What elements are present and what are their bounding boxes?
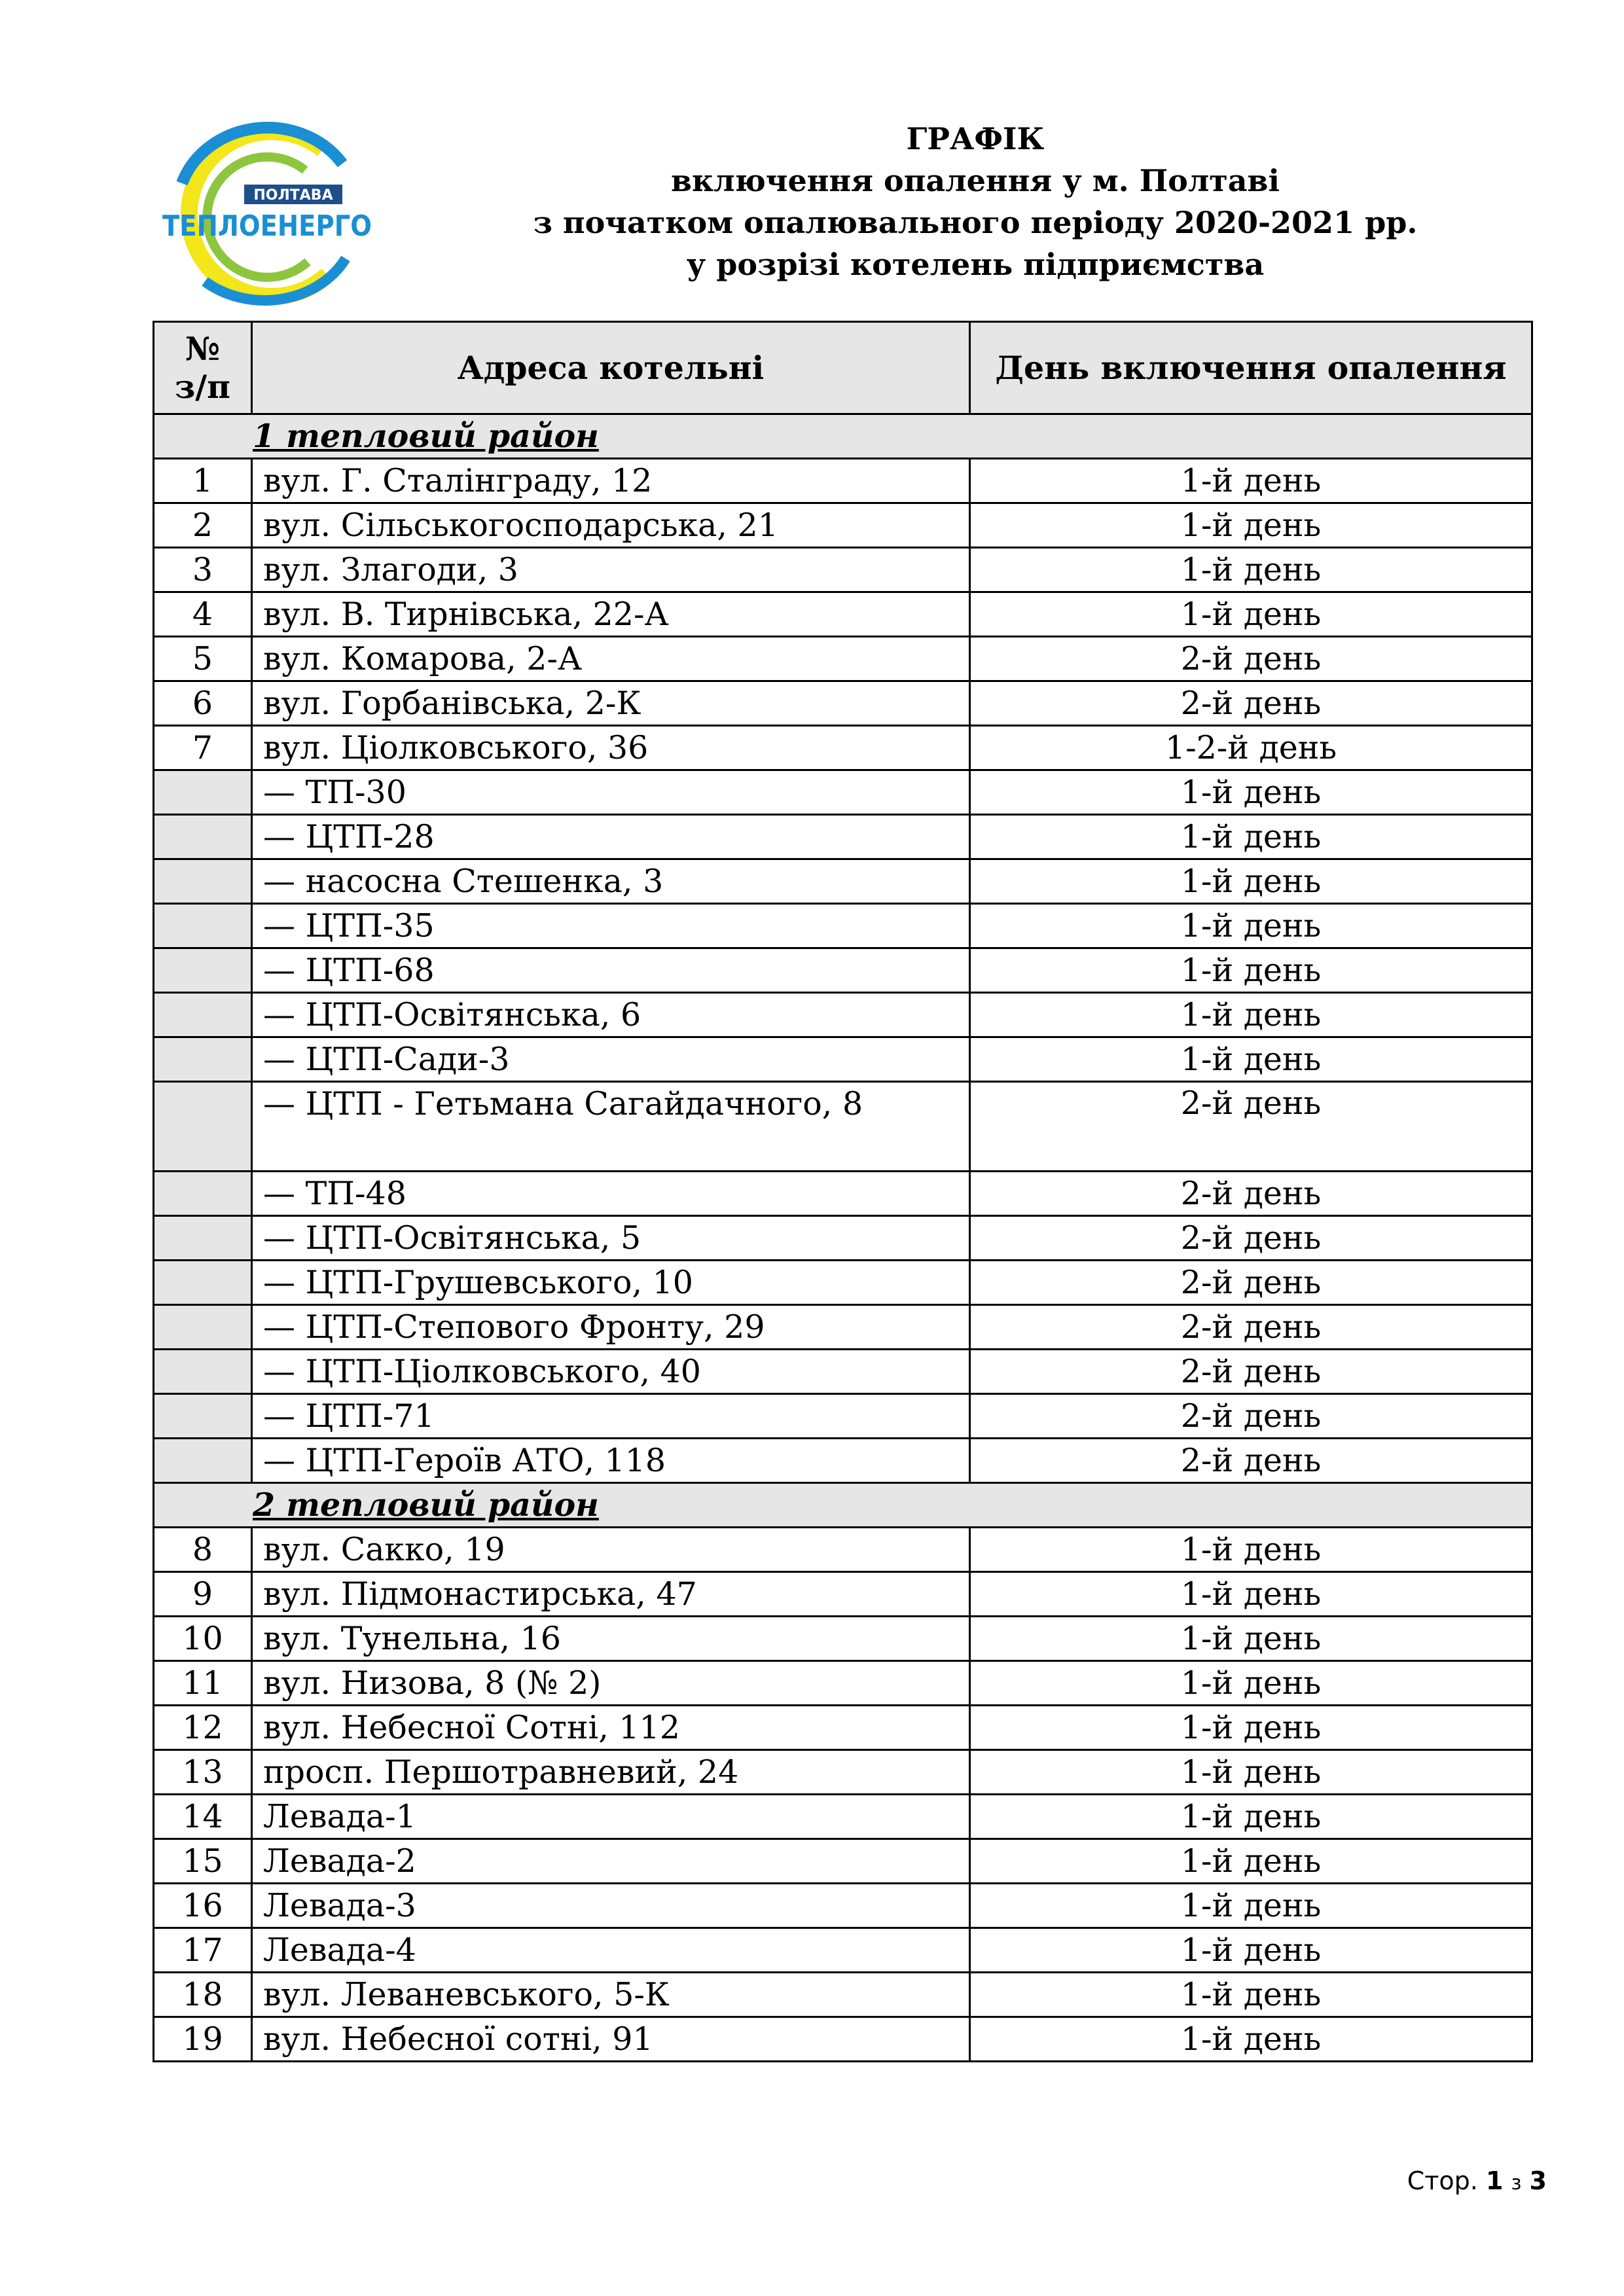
- row-address: — ЦТП-Грушевського, 10: [252, 1261, 970, 1305]
- footer-prefix: Стор.: [1407, 2166, 1478, 2195]
- row-day: 1-й день: [970, 770, 1532, 815]
- row-day: 1-й день: [970, 1973, 1532, 2017]
- table-row: [154, 1261, 1532, 1305]
- row-day: 1-й день: [970, 1795, 1532, 1839]
- row-day: 1-й день: [970, 548, 1532, 592]
- row-day: 2-й день: [970, 1082, 1532, 1172]
- table-row: [154, 948, 1532, 993]
- row-address: — ЦТП-Сади-3: [252, 1037, 970, 1082]
- row-address: вул. Низова, 8 (№ 2): [252, 1661, 970, 1706]
- row-number: 14: [154, 1795, 252, 1839]
- section-title: 2 тепловий район: [253, 1486, 599, 1524]
- row-number: 17: [154, 1928, 252, 1973]
- heating-schedule-table: [153, 321, 1533, 2062]
- row-day: 1-й день: [970, 948, 1532, 993]
- table-row: [154, 1394, 1532, 1439]
- header-number: [154, 322, 252, 414]
- section-title: 1 тепловий район: [253, 417, 599, 455]
- footer-sep: з: [1511, 2172, 1522, 2195]
- row-day: 2-й день: [970, 1350, 1532, 1394]
- row-address: — ЦТП-35: [252, 904, 970, 948]
- row-number: [154, 1305, 252, 1350]
- table-row: [154, 1928, 1532, 1973]
- row-day: 1-й день: [970, 1572, 1532, 1617]
- row-number: 8: [154, 1528, 252, 1572]
- header-number-abbrev: з/п: [174, 368, 231, 406]
- section-cell: [154, 1483, 1532, 1528]
- row-address: вул. Сакко, 19: [252, 1528, 970, 1572]
- row-number: 7: [154, 726, 252, 770]
- row-address: — ЦТП-28: [252, 815, 970, 859]
- row-number: [154, 1350, 252, 1394]
- row-day: 1-й день: [970, 503, 1532, 548]
- table-row: [154, 459, 1532, 503]
- table-header-row: [154, 322, 1532, 414]
- title-line-1: ГРАФІК: [906, 121, 1045, 156]
- row-number: [154, 770, 252, 815]
- logo-top-text: ПОЛТАВА: [253, 187, 333, 204]
- row-day: 1-й день: [970, 815, 1532, 859]
- row-day: 1-й день: [970, 1528, 1532, 1572]
- table-row: [154, 1839, 1532, 1884]
- row-day: 2-й день: [970, 1439, 1532, 1483]
- row-number: [154, 1439, 252, 1483]
- row-address: — ЦТП-Ціолковського, 40: [252, 1350, 970, 1394]
- row-address: — ЦТП-Степового Фронту, 29: [252, 1305, 970, 1350]
- row-number: 2: [154, 503, 252, 548]
- table-row: [154, 904, 1532, 948]
- table-row: [154, 548, 1532, 592]
- row-address: — ЦТП - Гетьмана Сагайдачного, 8: [252, 1082, 970, 1172]
- row-address: вул. Небесної Сотні, 112: [252, 1706, 970, 1750]
- table-row: [154, 2017, 1532, 2062]
- row-address: вул. Леваневського, 5-К: [252, 1973, 970, 2017]
- table-row: [154, 1750, 1532, 1795]
- table-row: [154, 770, 1532, 815]
- table-row: [154, 1617, 1532, 1661]
- row-number: 12: [154, 1706, 252, 1750]
- table-row: [154, 637, 1532, 681]
- table-row: [154, 1305, 1532, 1350]
- row-number: 18: [154, 1973, 252, 2017]
- table-row: [154, 815, 1532, 859]
- row-number: [154, 1037, 252, 1082]
- document-title: [511, 118, 1440, 285]
- row-number: 3: [154, 548, 252, 592]
- row-day: 1-2-й день: [970, 726, 1532, 770]
- row-number: [154, 859, 252, 904]
- logo-main-text: ТЕПЛОЕНЕРГО: [162, 209, 372, 243]
- title-line-4: у розрізі котелень підприємства: [686, 247, 1265, 282]
- table-row: [154, 1884, 1532, 1928]
- row-number: 11: [154, 1661, 252, 1706]
- table-row: [154, 1082, 1532, 1172]
- row-number: [154, 1261, 252, 1305]
- row-number: [154, 815, 252, 859]
- row-address: — насосна Стешенка, 3: [252, 859, 970, 904]
- row-address: — ЦТП-Героїв АТО, 118: [252, 1439, 970, 1483]
- row-number: [154, 993, 252, 1037]
- header-address: Адреса котельні: [252, 322, 970, 414]
- row-day: 2-й день: [970, 1394, 1532, 1439]
- page-footer: [1407, 2166, 1547, 2195]
- table-row: [154, 1037, 1532, 1082]
- header-number-symbol: №: [185, 330, 221, 368]
- row-address: — ЦТП-Освітянська, 6: [252, 993, 970, 1037]
- row-day: 1-й день: [970, 592, 1532, 637]
- row-address: Левада-1: [252, 1795, 970, 1839]
- table-row: [154, 1661, 1532, 1706]
- row-day: 2-й день: [970, 1261, 1532, 1305]
- table-row: [154, 1528, 1532, 1572]
- row-day: 1-й день: [970, 1661, 1532, 1706]
- table-row: [154, 1706, 1532, 1750]
- row-day: 2-й день: [970, 681, 1532, 726]
- row-day: 1-й день: [970, 904, 1532, 948]
- section-row: [154, 1483, 1532, 1528]
- row-address: просп. Першотравневий, 24: [252, 1750, 970, 1795]
- table-row: [154, 726, 1532, 770]
- row-number: [154, 1394, 252, 1439]
- row-address: Левада-4: [252, 1928, 970, 1973]
- section-row: [154, 414, 1532, 459]
- row-address: вул. Тунельна, 16: [252, 1617, 970, 1661]
- table-body: [154, 414, 1532, 2062]
- row-day: 1-й день: [970, 993, 1532, 1037]
- row-number: 13: [154, 1750, 252, 1795]
- row-day: 1-й день: [970, 859, 1532, 904]
- row-address: — ТП-30: [252, 770, 970, 815]
- table-row: [154, 503, 1532, 548]
- row-address: вул. Горбанівська, 2-К: [252, 681, 970, 726]
- table-row: [154, 592, 1532, 637]
- row-address: вул. В. Тирнівська, 22-А: [252, 592, 970, 637]
- section-cell: [154, 414, 1532, 459]
- row-address: — ЦТП-71: [252, 1394, 970, 1439]
- row-day: 2-й день: [970, 1172, 1532, 1216]
- row-day: 1-й день: [970, 1617, 1532, 1661]
- row-address: вул. Підмонастирська, 47: [252, 1572, 970, 1617]
- row-number: 16: [154, 1884, 252, 1928]
- row-day: 1-й день: [970, 1750, 1532, 1795]
- table-row: [154, 1216, 1532, 1261]
- table-row: [154, 681, 1532, 726]
- row-day: 1-й день: [970, 2017, 1532, 2062]
- footer-page: 1: [1485, 2166, 1504, 2195]
- title-line-2: включення опалення у м. Полтаві: [671, 163, 1280, 198]
- table-row: [154, 1439, 1532, 1483]
- footer-total: 3: [1529, 2166, 1547, 2195]
- row-day: 2-й день: [970, 637, 1532, 681]
- row-number: [154, 1082, 252, 1172]
- table-row: [154, 859, 1532, 904]
- row-address: — ЦТП-Освітянська, 5: [252, 1216, 970, 1261]
- row-address: Левада-3: [252, 1884, 970, 1928]
- row-number: 1: [154, 459, 252, 503]
- row-number: 6: [154, 681, 252, 726]
- row-day: 2-й день: [970, 1216, 1532, 1261]
- company-logo: [156, 124, 372, 308]
- row-address: вул. Злагоди, 3: [252, 548, 970, 592]
- row-number: 15: [154, 1839, 252, 1884]
- row-address: вул. Г. Сталінграду, 12: [252, 459, 970, 503]
- row-address: — ТП-48: [252, 1172, 970, 1216]
- table-row: [154, 1172, 1532, 1216]
- table-row: [154, 993, 1532, 1037]
- table-row: [154, 1350, 1532, 1394]
- row-address: — ЦТП-68: [252, 948, 970, 993]
- row-number: [154, 1216, 252, 1261]
- row-address: вул. Сільськогосподарська, 21: [252, 503, 970, 548]
- row-address: Левада-2: [252, 1839, 970, 1884]
- table-row: [154, 1973, 1532, 2017]
- table-row: [154, 1795, 1532, 1839]
- row-day: 1-й день: [970, 1706, 1532, 1750]
- row-number: 5: [154, 637, 252, 681]
- row-day: 1-й день: [970, 1928, 1532, 1973]
- row-number: 4: [154, 592, 252, 637]
- row-number: 9: [154, 1572, 252, 1617]
- row-day: 1-й день: [970, 1839, 1532, 1884]
- row-address: вул. Комарова, 2-А: [252, 637, 970, 681]
- row-day: 1-й день: [970, 1884, 1532, 1928]
- row-number: 10: [154, 1617, 252, 1661]
- row-day: 1-й день: [970, 1037, 1532, 1082]
- row-day: 2-й день: [970, 1305, 1532, 1350]
- row-day: 1-й день: [970, 459, 1532, 503]
- table-row: [154, 1572, 1532, 1617]
- header-day: День включення опалення: [970, 322, 1532, 414]
- title-line-3: з початком опалювального періоду 2020-2021 рр.: [533, 205, 1418, 240]
- row-number: [154, 1172, 252, 1216]
- row-number: [154, 948, 252, 993]
- row-address: вул. Ціолковського, 36: [252, 726, 970, 770]
- logo-graphic: [156, 124, 372, 308]
- row-address: вул. Небесної сотні, 91: [252, 2017, 970, 2062]
- row-number: [154, 904, 252, 948]
- row-number: 19: [154, 2017, 252, 2062]
